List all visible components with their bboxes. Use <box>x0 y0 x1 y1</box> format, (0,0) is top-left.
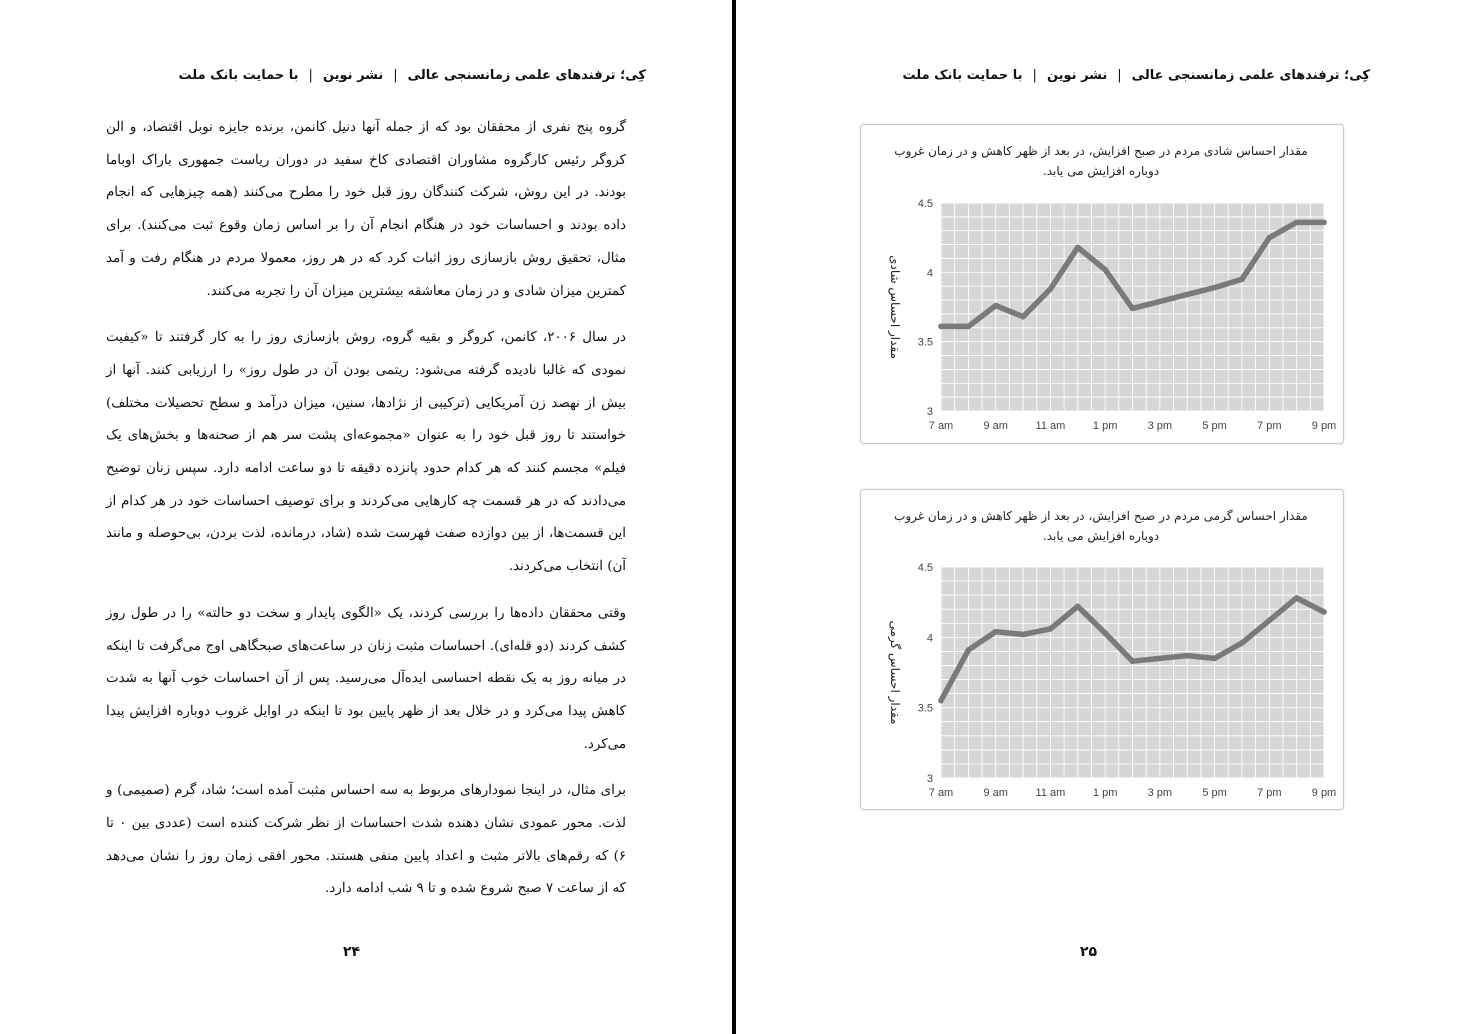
data-point <box>1048 286 1054 292</box>
paragraph: در سال ۲۰۰۶، کانمن، کروگر و بقیه گروه، روش بازسازی روز را به کار گرفتند تا «کیفیت نمودی که غالبا نادیده گرفته می‌شود: ریتمی بودن آن در طول روز» را ارزیابی کنند. آنها از بیش از نهصد زن آمریکایی (ترکیبی از نژادها، سنین، میزان درآمد و سطح تحصیلات مختلف) خواستند تا روز قبل خود را به عنوان «مجموعه‌ای پشت سر هم از صحنه‌ها و بخش‌های یک فیلم» مجسم کنند که هر کدام حدود پانزده دقیقه تا دو ساعت ادامه دارد. سپس زنان توضیح می‌دادند که در هر قسمت چه کارهایی می‌کردند و برای توصیف احساسات خود در هر کدام از این قسمت‌ها، از بین دوازده صفت فهرست شده (شاد، درمانده، لذت بردن، بی‌حوصله و مانند آن) انتخاب می‌کردند. <box>106 330 626 575</box>
data-point <box>1075 245 1081 251</box>
y-tick-label: 3 <box>926 406 933 418</box>
x-tick-label: 7 pm <box>1257 787 1282 799</box>
data-point <box>1102 630 1108 636</box>
data-point <box>1321 220 1327 226</box>
running-header <box>903 68 1370 83</box>
x-tick-label: 7 am <box>928 420 954 432</box>
y-axis-label: مقدار احساس گرمی <box>888 620 902 725</box>
right-page <box>736 0 1466 1034</box>
y-tick-label: 3.5 <box>917 336 933 349</box>
page-number: ۲۵ <box>1080 944 1098 960</box>
data-point <box>1102 267 1108 273</box>
paragraph: برای مثال، در اینجا نمودارهای مربوط به سه احساس مثبت آمده است؛ شاد، گرم (صمیمی) و لذت. محور عمودی نشان دهنده شدت احساسات از نظر شرکت کننده است (عددی بین ۰ تا ۶) که رقم‌های بالاتر مثبت و اعداد پایین منفی هستند. محور افقی زمان روز را نشان می‌دهد که از ساعت ۷ صبح شروع شده و تا ۹ شب ادامه دارد. <box>106 783 626 897</box>
header-sponsor: با حمایت بانک ملت <box>178 68 299 83</box>
header-book-title: کِی؛ ترفندهای علمی زمانسنجی عالی <box>1131 68 1370 83</box>
data-point <box>1020 314 1026 320</box>
paragraph: گروه پنج نفری از محققان بود که از جمله آنها دنیل کانمن، برنده جایزه نوبل اقتصاد، و الن کروگر رئیس کارگروه مشاوران اقتصادی کاخ سفید در دوران ریاست جمهوری باراک اوباما بودند. در این روش، شرکت کنندگان روز قبل خود را مطرح می‌کنند (همه چیزهایی که انجام داده بودند و احساسات خود در هنگام انجام آن را بر اساس زمان وقوع ثبت می‌کنند). برای مثال، تحقیق روش بازسازی روز اثبات کرد که در هر روز، معمولا مردم در هنگام رفت و آمد کمترین میزان شادی و در زمان معاشقه بیشترین میزان آن را تجربه می‌کنند. <box>106 120 626 299</box>
data-point <box>1184 653 1190 659</box>
data-point <box>1266 618 1272 624</box>
data-point <box>1157 656 1163 662</box>
data-point <box>1130 658 1136 664</box>
data-point <box>1212 285 1218 291</box>
data-point <box>1184 292 1190 298</box>
data-point <box>938 324 944 330</box>
data-point <box>1239 276 1245 282</box>
data-point <box>1294 220 1300 226</box>
x-tick-label: 7 am <box>928 787 954 799</box>
x-tick-label: 11 am <box>1035 420 1066 432</box>
body-text <box>106 112 626 920</box>
x-tick-label: 1 pm <box>1092 787 1118 799</box>
header-separator: | <box>308 68 313 83</box>
x-tick-label: 11 am <box>1035 787 1066 799</box>
data-point <box>1239 640 1245 646</box>
y-tick-label: 3 <box>926 773 933 785</box>
data-point <box>1294 595 1300 601</box>
y-tick-label: 3.5 <box>917 702 933 715</box>
x-tick-label: 3 pm <box>1147 787 1173 799</box>
x-tick-label: 7 pm <box>1257 420 1282 432</box>
data-point <box>966 324 972 330</box>
x-tick-label: 5 pm <box>1202 787 1227 799</box>
left-page <box>0 0 732 1034</box>
header-publisher: نشر نوین <box>1046 68 1108 83</box>
warmth-chart <box>860 489 1344 810</box>
data-point <box>993 303 999 309</box>
x-tick-label: 5 pm <box>1202 420 1227 432</box>
happiness-chart <box>860 124 1344 444</box>
x-tick-label: 9 am <box>983 420 1008 432</box>
data-point <box>966 647 972 653</box>
y-axis-label: مقدار احساس شادی <box>888 255 902 359</box>
paragraph: وقتی محققان داده‌ها را بررسی کردند، یک «الگوی پایدار و سخت دو حالته» را در طول روز کشف کردند (دو قله‌ای). احساسات مثبت زنان در ساعت‌های صبحگاهی اوج می‌گرفت تا اینکه در میانه روز به یک نقطه احساسی ایده‌آل می‌رسید. پس از آن احساسات خوب آنها به شدت کاهش پیدا می‌کرد و در خلال بعد از ظهر پایین بود تا اینکه در اوایل غروب دوباره افزایش پیدا می‌کرد. <box>106 605 626 752</box>
header-separator: | <box>1032 68 1037 83</box>
running-header <box>179 68 646 83</box>
y-tick-label: 4.5 <box>917 562 933 574</box>
data-point <box>993 629 999 635</box>
data-point <box>1075 604 1081 610</box>
data-point <box>1048 626 1054 632</box>
data-point <box>938 698 944 704</box>
chart-title: مقدار احساس شادی مردم در صبح افزایش، در بعد از ظهر کاهش و در زمان غروب دوباره افزایش می یابد. <box>894 144 1308 178</box>
x-tick-label: 9 pm <box>1311 787 1337 799</box>
y-tick-label: 4.5 <box>917 198 933 210</box>
header-separator: | <box>393 68 398 83</box>
data-point <box>1321 609 1327 615</box>
data-point <box>1212 656 1218 662</box>
data-point <box>1130 306 1136 312</box>
x-tick-label: 9 pm <box>1311 420 1337 432</box>
y-tick-label: 4 <box>926 267 933 280</box>
page-number: ۲۴ <box>343 944 361 960</box>
header-sponsor: با حمایت بانک ملت <box>902 68 1023 83</box>
header-publisher: نشر نوین <box>322 68 384 83</box>
header-separator: | <box>1117 68 1122 83</box>
data-point <box>1157 299 1163 305</box>
chart-title: مقدار احساس گرمی مردم در صبح افزایش، در بعد از ظهر کاهش و در زمان غروب دوباره افزایش می یابد. <box>894 509 1308 543</box>
x-tick-label: 3 pm <box>1147 420 1173 432</box>
x-tick-label: 1 pm <box>1092 420 1118 432</box>
y-tick-label: 4 <box>926 632 933 645</box>
data-point <box>1266 235 1272 241</box>
data-point <box>1020 632 1026 638</box>
header-book-title: کِی؛ ترفندهای علمی زمانسنجی عالی <box>407 68 646 83</box>
x-tick-label: 9 am <box>983 787 1008 799</box>
